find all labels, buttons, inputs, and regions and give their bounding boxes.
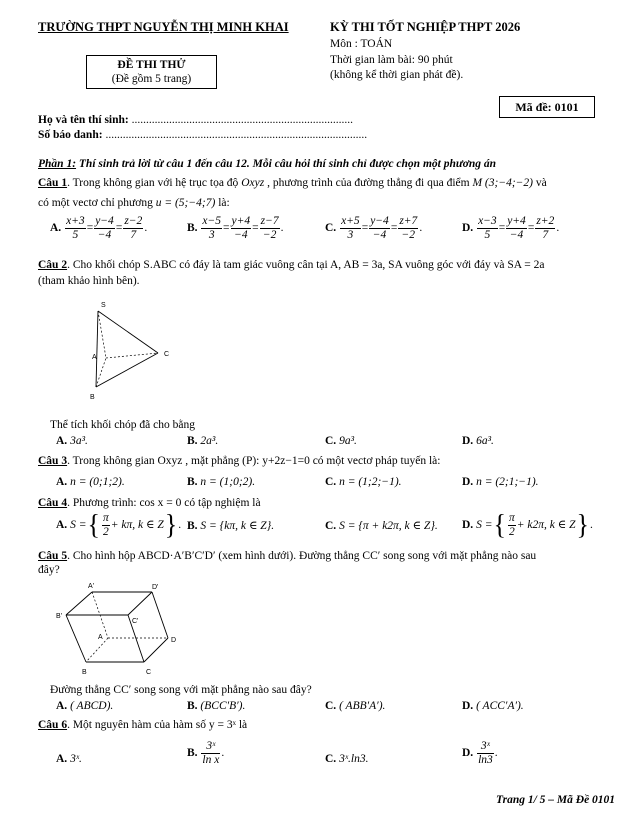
pyramid-figure	[62, 296, 192, 404]
label-a: A	[98, 634, 103, 641]
q5-question: Đường thẳng CC′ song song với mặt phẳng nào sau đây?	[50, 684, 312, 696]
part1-heading: Phần 1: Thí sinh trả lời từ câu 1 đến câu 12. Mỗi câu hỏi thí sinh chỉ được chọn một phương án	[38, 158, 497, 170]
student-id-line: Số báo danh: ...........................................................................................	[38, 129, 368, 141]
q6-stem: Câu 6. Một nguyên hàm của hàm số y = 3ˣ là	[38, 719, 248, 731]
q6-option-c: C. 3ˣ.ln3.	[325, 753, 369, 765]
q1-stem-line2: có một vectơ chỉ phương u = (5;−4;7) là:	[38, 197, 230, 209]
q4-stem: Câu 4. Phương trình: cos x = 0 có tập nghiệm là	[38, 497, 261, 509]
label-c: C	[146, 669, 152, 676]
q4-option-a: A. S ={ $\frac{\pi}{2}$ + kπ, k ∈ Z}.	[56, 508, 182, 541]
q2-stem: Câu 2. Cho khối chóp S.ABC có đáy là tam giác vuông cân tại A, AB = 3a, SA vuông góc với đáy và SA = 2a	[38, 259, 545, 271]
q5-option-a: A. ( ABCD).	[56, 700, 114, 712]
exam-title: KỲ THI TỐT NGHIỆP THPT 2026	[330, 20, 521, 34]
trial-title: ĐỀ THI THỬ	[117, 59, 186, 71]
school-name: TRƯỜNG THPT NGUYỄN THỊ MINH KHAI	[38, 20, 289, 34]
box-figure	[52, 580, 192, 678]
label-c1: C'	[132, 618, 139, 625]
q3-option-b: B. n = (1;0;2).	[187, 476, 256, 488]
q4-option-d: D. S ={ $\frac{\pi}{2}$ + k2π, k ∈ Z}.	[462, 508, 593, 541]
q5-stem-line2: đây?	[38, 564, 60, 576]
q3-option-d: D. n = (2;1;−1).	[462, 476, 539, 488]
q6-option-b: B. $\frac{\text{3ˣ}}{\text{ln x}}$ .	[187, 740, 225, 766]
q3-stem: Câu 3. Trong không gian Oxyz , mặt phẳng (P): y+2z−1=0 có một vectơ pháp tuyến là:	[38, 455, 441, 467]
pages-note: (Đề gồm 5 trang)	[111, 73, 192, 86]
exam-time: Thời gian làm bài: 90 phút	[330, 54, 453, 66]
subject: Môn : TOÁN	[330, 38, 393, 50]
q2-option-c: C. 9a³.	[325, 435, 357, 447]
q1-stem: Câu 1. Trong không gian với hệ trục tọa độ Oxyz , phương trình của đường thẳng đi qua điểm M (3;−4;−2) và	[38, 177, 547, 189]
label-a1: A'	[88, 583, 95, 590]
q2-stem-line2: (tham khảo hình bên).	[38, 275, 140, 287]
q2-question: Thể tích khối chóp đã cho bằng	[50, 419, 195, 431]
trial-box	[86, 55, 217, 89]
exam-time-note: (không kể thời gian phát đề).	[330, 69, 464, 81]
exam-code: Mã đề: 0101	[499, 96, 595, 118]
page-footer: Trang 1/ 5 – Mã Đề 0101	[496, 794, 616, 806]
q2-option-d: D. 6a³.	[462, 435, 494, 447]
q1-option-b: B. $\frac{x-5}{3}$ = $\frac{y+4}{-4}$ = $\frac{z-7}{-2}$ .	[187, 215, 284, 241]
label-d: D	[171, 637, 177, 644]
q5-option-c: C. ( ABB′A′).	[325, 700, 386, 712]
label-b: B	[90, 394, 95, 401]
q2-option-b: B. 2a³.	[187, 435, 219, 447]
q5-stem: Câu 5. Cho hình hộp ABCD·A′B′C′D′ (xem hình dưới). Đường thẳng CC′ song song với mặt phẳng nào sau	[38, 550, 537, 562]
q6-option-a: A. 3ˣ.	[56, 753, 82, 765]
q2-option-a: A. 3a³.	[56, 435, 88, 447]
label-a: A	[92, 354, 97, 361]
q3-option-a: A. n = (0;1;2).	[56, 476, 125, 488]
q6-option-d: D. $\frac{\text{3ˣ}}{\ln 3}$ .	[462, 740, 498, 766]
q1-option-a: A. $\frac{x+3}{5}$ = $\frac{y-4}{-4}$ = $\frac{z-2}{7}$ .	[50, 215, 148, 241]
label-c: C	[164, 351, 170, 358]
label-b1: B'	[56, 613, 63, 620]
q5-option-d: D. ( ACC′A′).	[462, 700, 524, 712]
student-name-line: Họ và tên thí sinh: .............................................................................	[38, 114, 353, 126]
q3-option-c: C. n = (1;2;−1).	[325, 476, 402, 488]
q5-option-b: B. (BCC′B′).	[187, 700, 246, 712]
label-d1: D'	[152, 584, 159, 591]
q4-option-b: B. S = {kπ, k ∈ Z}.	[187, 520, 275, 532]
q4-option-c: C. S = {π + k2π, k ∈ Z}.	[325, 520, 438, 532]
q1-option-d: D. $\frac{x-3}{5}$ = $\frac{y+4}{-4}$ = $\frac{z+2}{7}$ .	[462, 215, 560, 241]
q1-option-c: C. $\frac{x+5}{3}$ = $\frac{y-4}{-4}$ = $\frac{z+7}{-2}$ .	[325, 215, 423, 241]
label-b: B	[82, 669, 87, 676]
label-s: S	[101, 302, 106, 309]
